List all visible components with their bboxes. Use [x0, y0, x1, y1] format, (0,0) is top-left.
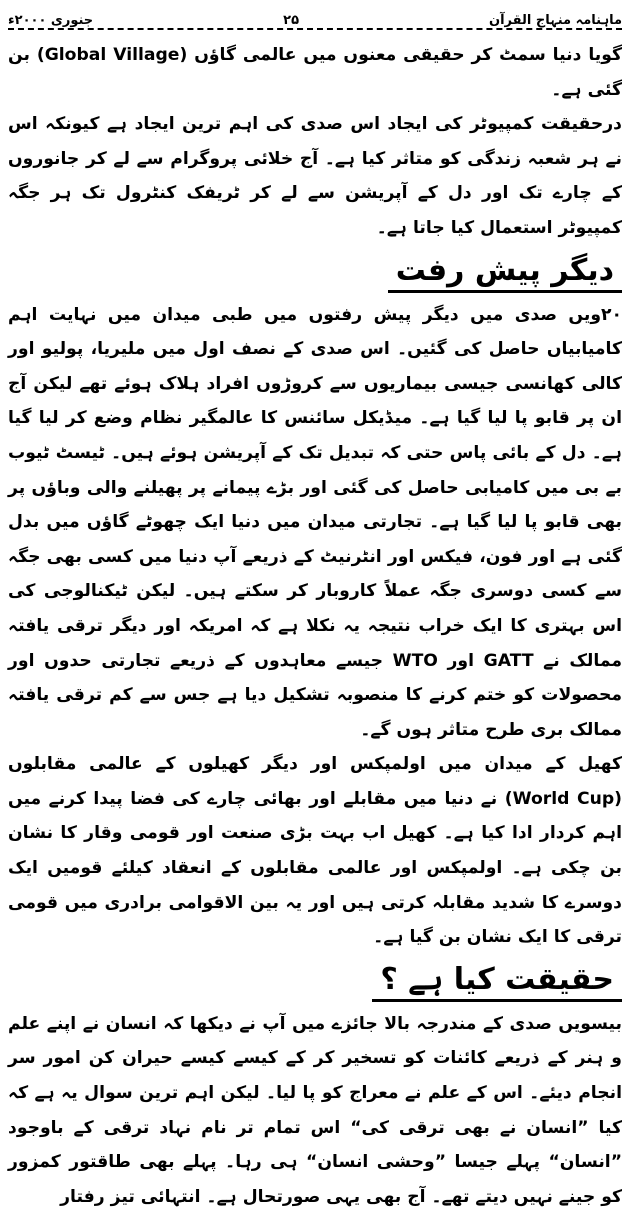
header-magazine-title: ماہنامہ منہاج القرآن [488, 13, 622, 28]
article-body [8, 38, 622, 1214]
header-date: جنوری ۲۰۰۰ء [8, 13, 94, 28]
section-heading-progress-text: دیگر پیش رفت [388, 253, 622, 293]
reality-paragraph: بیسویں صدی کے مندرجہ بالا جائزے میں آپ نے دیکھا کہ انسان نے اپنے علم و ہنر کے ذریعے کائنات کو تسخیر کر کے کیسے کیسے حیران کن امور سر انجام دیئے۔ اس کے علم نے معراج کو پا لیا۔ لیکن اہم ترین سوال یہ ہے کہ کیا ”انسان نے بھی ترقی کی“ اس تمام تر نام نہاد ترقی کے باوجود ”انسان“ پہلے جیسا ”وحشی انسان“ ہی رہا۔ پہلے بھی طاقتور کمزور کو جینے نہیں دیتے تھے۔ آج بھی یہی صورتحال ہے۔ انتہائی تیز رفتار [8, 1013, 622, 1207]
section-heading-reality-text: حقیقت کیا ہے ؟ [372, 962, 622, 1002]
intro-line: گویا دنیا سمٹ کر حقیقی معنوں میں عالمی گاؤں (Global Village) بن گئی ہے۔ [8, 45, 622, 100]
header-page-number: ۲۵ [283, 13, 300, 28]
running-header [8, 6, 622, 30]
section-heading-progress [8, 248, 622, 294]
sports-paragraph: کھیل کے میدان میں اولمپکس اور دیگر کھیلوں کے عالمی مقابلوں (World Cup) نے دنیا میں مقابلے اور بھائی چارے کی فضا پیدا کرنے میں اہم کردار ادا کیا ہے۔ کھیل اب بہت بڑی صنعت اور قومی وقار کا نشان بن چکی ہے۔ اولمپکس اور عالمی مقابلوں کے انعقاد کیلئے قومیں ایک دوسرے کا شدید مقابلہ کرتی ہیں اور یہ بین الاقوامی برادری میں قومی ترقی کا ایک نشان بن گیا ہے۔ [8, 754, 622, 948]
section-heading-reality [8, 957, 622, 1003]
computer-paragraph: درحقیقت کمپیوٹر کی ایجاد اس صدی کی اہم ترین ایجاد ہے کیونکہ اس نے ہر شعبہ زندگی کو متاثر کیا ہے۔ آج خلائی پروگرام سے لے کر جانوروں کے چارے تک اور دل کے آپریشن سے لے کر ٹریفک کنٹرول تک ہر جگہ کمپیوٹر استعمال کیا جاتا ہے۔ [8, 114, 623, 238]
progress-paragraph: ۲۰ویں صدی میں دیگر پیش رفتوں میں طبی میدان میں نہایت اہم کامیابیاں حاصل کی گئیں۔ اس صدی کے نصف اول میں ملیریا، پولیو اور کالی کھانسی جیسی بیماریوں سے کروڑوں افراد ہلاک ہوئے تھے لیکن آج ان پر قابو پا لیا گیا ہے۔ میڈیکل سائنس کا عالمگیر نظام وضع کر لیا گیا ہے۔ دل کے بائی پاس حتی کہ تبدیل تک کے آپریشن ہوئے ہیں۔ ٹیسٹ ٹیوب بے بی میں کامیابی حاصل کی گئی اور بڑے پیمانے پر پھیلنے والی وباؤں پر بھی قابو پا لیا گیا ہے۔ تجارتی میدان میں دنیا ایک چھوٹے گاؤں میں بدل گئی ہے اور فون، فیکس اور انٹرنیٹ کے ذریعے آپ دنیا میں کسی بھی جگہ سے کسی دوسری جگہ عملاً کاروبار کر سکتے ہیں۔ لیکن ٹیکنالوجی کی اس بہتری کا ایک خراب نتیجہ یہ نکلا ہے کہ امریکہ اور دیگر ترقی یافتہ ممالک نے GATT اور WTO جیسے معاہدوں کے ذریعے تجارتی حدوں اور محصولات کو ختم کرنے کا منصوبہ تشکیل دیا ہے جس سے کم ترقی یافتہ ممالک بری طرح متاثر ہوں گے۔ [8, 304, 622, 740]
